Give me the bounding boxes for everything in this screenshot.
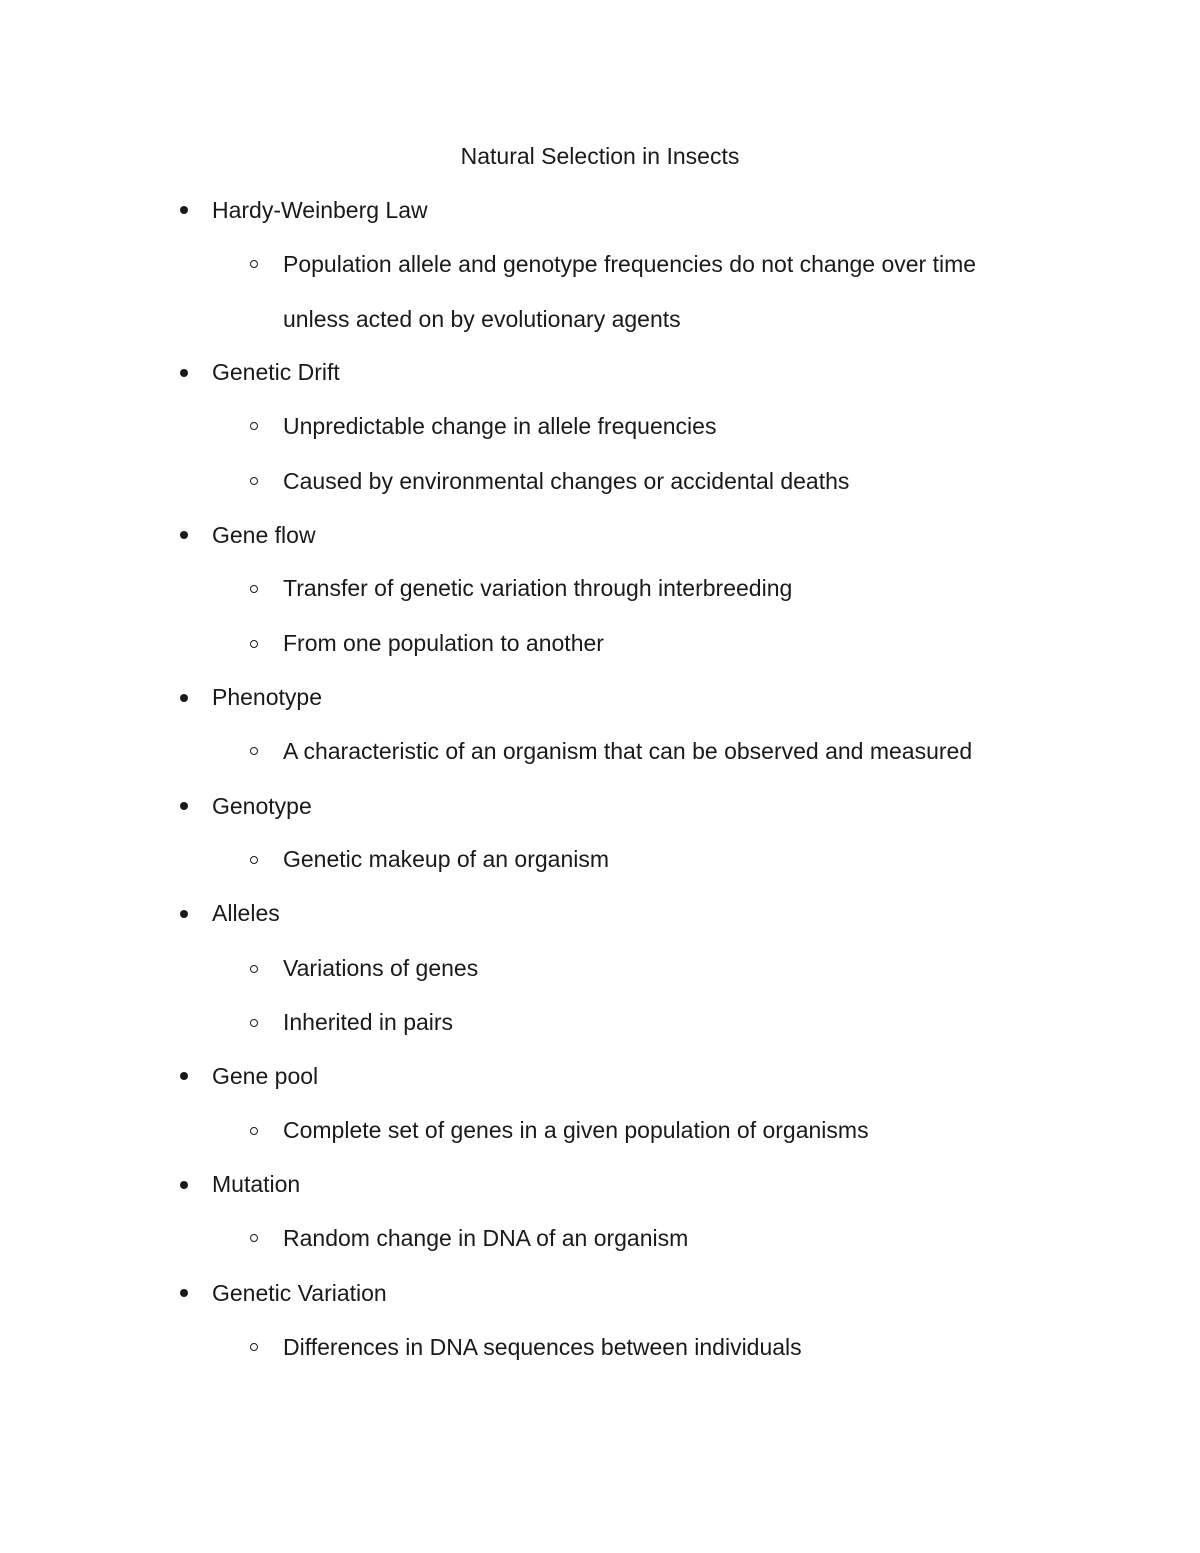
bullet-hollow-icon [250,1127,258,1135]
bullet-hollow-icon [250,856,258,864]
outline-term: Gene flow [212,522,316,548]
bullet-hollow-icon [250,585,258,593]
outline-point: A characteristic of an organism that can be observed and measured [283,738,973,764]
outline-point: Transfer of genetic variation through interbreeding [283,575,793,601]
bullet-filled-icon [180,694,188,702]
bullet-hollow-icon [250,747,258,755]
bullet-filled-icon [180,206,188,214]
bullet-filled-icon [180,531,188,539]
bullet-hollow-icon [250,965,258,973]
bullet-hollow-icon [250,640,258,648]
outline-point-continuation: unless acted on by evolutionary agents [283,306,681,332]
outline-term: Mutation [212,1171,301,1197]
bullet-filled-icon [180,1181,188,1189]
outline-term: Genetic Variation [212,1280,387,1306]
outline-term: Alleles [212,900,280,926]
outline-point: Complete set of genes in a given population of organisms [283,1117,869,1143]
bullet-hollow-icon [250,1234,258,1242]
outline-point: Caused by environmental changes or accidental deaths [283,468,850,494]
outline-term: Hardy-Weinberg Law [212,197,428,223]
bullet-filled-icon [180,369,188,377]
bullet-filled-icon [180,802,188,810]
outline-point: Population allele and genotype frequencies do not change over time [283,251,977,277]
outline-point: Unpredictable change in allele frequencies [283,413,717,439]
bullet-hollow-icon [250,477,258,485]
outline-point: From one population to another [283,630,604,656]
outline-term: Genotype [212,793,312,819]
bullet-hollow-icon [250,260,258,268]
outline-term: Gene pool [212,1063,319,1089]
bullet-hollow-icon [250,422,258,430]
bullet-hollow-icon [250,1343,258,1351]
outline-point: Inherited in pairs [283,1009,454,1035]
outline-point: Variations of genes [283,955,479,981]
outline-term: Genetic Drift [212,359,340,385]
bullet-filled-icon [180,910,188,918]
bullet-filled-icon [180,1072,188,1080]
outline-point: Differences in DNA sequences between individuals [283,1334,802,1360]
outline-point: Genetic makeup of an organism [283,846,610,872]
bullet-hollow-icon [250,1019,258,1027]
bullet-filled-icon [180,1289,188,1297]
outline-point: Random change in DNA of an organism [283,1225,689,1251]
outline-term: Phenotype [212,684,322,710]
document-title: Natural Selection in Insects [460,143,740,169]
